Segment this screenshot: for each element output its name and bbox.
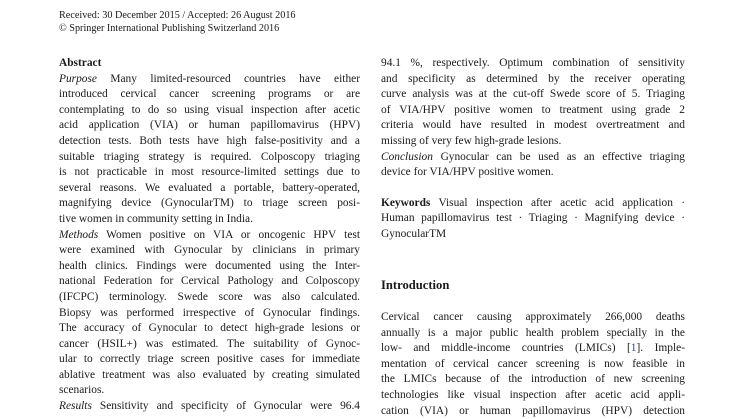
abstract-line: (IFCPC) terminology. Swede score was also calculated. bbox=[59, 290, 360, 303]
abstract-line: introduced cervical cancer screening programs or are bbox=[59, 88, 360, 101]
keywords-label: Keywords bbox=[381, 196, 431, 209]
conclusion-label: Conclusion bbox=[381, 150, 433, 163]
abstract-line: missing of very few high-grade lesions. bbox=[381, 134, 562, 147]
article-history bbox=[59, 9, 296, 35]
intro-line: cation (VIA) or human papillomavirus (HPV) detection bbox=[381, 404, 685, 417]
abstract-line: ablative treatment was also evaluated by creating simulated bbox=[59, 368, 360, 381]
intro-line: the LMICs because of the introduction of new screening bbox=[381, 373, 685, 386]
abstract-line: tive women in community setting in India. bbox=[59, 212, 253, 225]
purpose-label: Purpose bbox=[59, 72, 97, 85]
abstract-line: Methods Women positive on VIA or oncogenic HPV test bbox=[59, 228, 360, 241]
abstract-line: of VIA/HPV positive women to treatment using grade 2 bbox=[381, 103, 685, 116]
intro-line: technologies like visual inspection after acetic acid appli- bbox=[381, 388, 685, 401]
keywords-line: Human papillomavirus test · Triaging · Magnifying device · bbox=[381, 212, 685, 225]
intro-line: Cervical cancer causing approximately 266,000 deaths bbox=[381, 311, 685, 323]
abstract-line: Conclusion Gynocular can be used as an effective triaging bbox=[381, 150, 685, 163]
abstract-line: ular to correctly triage screen positive cases for immediate bbox=[59, 353, 360, 366]
keywords-line: Keywords Visual inspection after acetic acid application · bbox=[381, 196, 685, 209]
abstract-line: Results Sensitivity and specificity of Gynocular were 96.4 bbox=[59, 400, 360, 413]
introduction-body bbox=[381, 310, 685, 419]
abstract-line: 94.1 %, respectively. Optimum combination of sensitivity bbox=[381, 57, 685, 69]
abstract-line: Biopsy was performed irrespective of Gynocular findings. bbox=[59, 306, 360, 319]
abstract-line: suitable triaging strategy is required. Colposcopy triaging bbox=[59, 150, 360, 163]
abstract-line: Purpose Many limited-resourced countries have either bbox=[59, 72, 360, 85]
abstract-line: contemplating to do so using visual inspection after acetic bbox=[59, 103, 360, 116]
methods-label: Methods bbox=[59, 228, 99, 241]
received-accepted-dates: Received: 30 December 2015 / Accepted: 26 August 2016 bbox=[59, 10, 296, 21]
abstract-line: detection tests. Both tests have high false-positivity and a bbox=[59, 134, 360, 147]
abstract-line: and specificity as determined by the receiver operating bbox=[381, 72, 685, 85]
abstract-line: health clinics. Findings were documented using the Inter- bbox=[59, 259, 360, 272]
abstract-line: cancer (HSIL+) was estimated. The suitability of Gynoc- bbox=[59, 337, 360, 350]
abstract-line: criteria would have resulted in modest overtreatment and bbox=[381, 119, 685, 132]
introduction-heading: Introduction bbox=[381, 278, 450, 292]
abstract-line: were examined with Gynocular by clinicians in primary bbox=[59, 244, 360, 257]
abstract-line: device for VIA/HPV positive women. bbox=[381, 166, 554, 179]
abstract-line: The accuracy of Gynocular to detect high-grade lesions or bbox=[59, 322, 360, 335]
abstract-line: national Federation for Cervical Pathology and Colposcopy bbox=[59, 275, 360, 288]
results-label: Results bbox=[59, 400, 92, 413]
abstract-line: is not practicable in most resource-limited settings due to bbox=[59, 166, 360, 179]
abstract-line: scenarios. bbox=[59, 384, 105, 397]
intro-line: mentation of cervical cancer screening is now feasible in bbox=[381, 357, 685, 370]
abstract-right-column bbox=[381, 56, 685, 243]
abstract-left-column bbox=[59, 56, 360, 415]
copyright-line: © Springer International Publishing Switzerland 2016 bbox=[59, 23, 280, 34]
keywords-line: GynocularTM bbox=[381, 227, 447, 240]
abstract-heading: Abstract bbox=[59, 57, 102, 69]
abstract-line: magnifying device (GynocularTM) to triage screen posi- bbox=[59, 197, 360, 210]
intro-line: low- and middle-income countries (LMICs) [1]. Imple- bbox=[381, 342, 685, 355]
intro-line: annually is a major public health problem specially in the bbox=[381, 326, 685, 339]
abstract-line: several reasons. We evaluated a portable, battery-operated, bbox=[59, 181, 360, 194]
abstract-line: curve analysis was at the cut-off Swede score of 5. Triaging bbox=[381, 88, 685, 101]
reference-link-1[interactable]: 1 bbox=[630, 342, 637, 355]
abstract-line: acid application (VIA) or human papillomavirus (HPV) bbox=[59, 119, 360, 132]
